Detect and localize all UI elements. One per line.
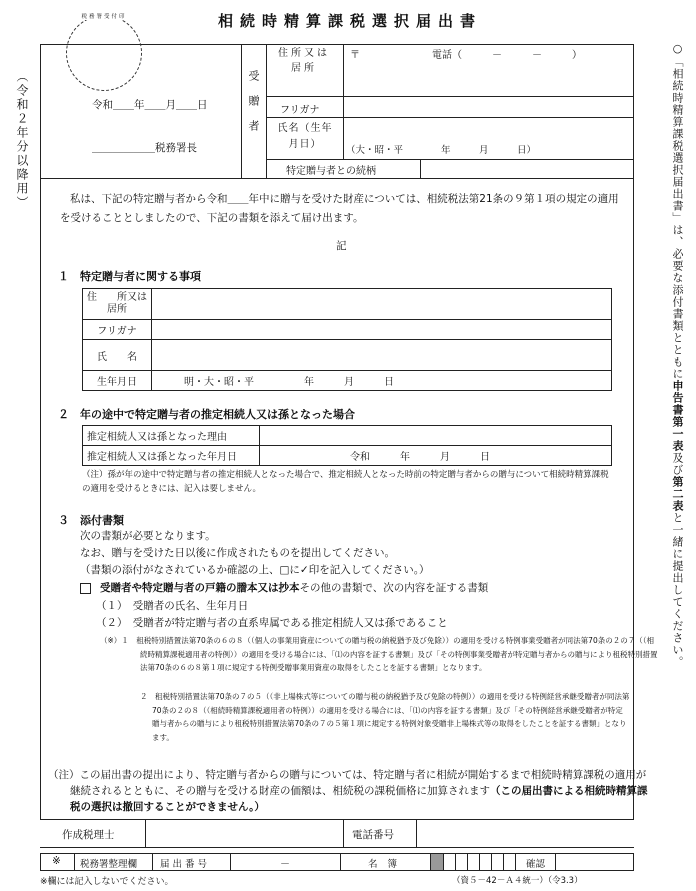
donee-furigana-label: フリガナ [280,105,320,116]
side-instruction-post: と一緒に提出してください。 [671,512,684,668]
donee-phone: 電話（ － － ） [432,50,582,61]
s1-address-field[interactable] [152,289,612,320]
ki-label: 記 [336,240,347,252]
side-instruction-pre: ○「相続時精算課税選択届出書」は、必要な添付書類とともに [671,42,684,380]
section2-note: （注）孫が年の途中で特定贈与者の推定相続人となった場合で、推定相続人となった時前の特定贈与者からの贈与について相続時精算課税の適用を受けるときには、記入は要しません。 [82,470,609,494]
s2-date-label: 推定相続人又は孫となった年月日 [83,446,260,466]
page-title: 相続時精算課税選択届出書 [217,12,482,30]
footer-note [48,767,652,815]
s1-address-label: 住 所又は居所 [83,289,152,320]
section1-table [82,288,612,391]
s2-date-value[interactable]: 令和 年 月 日 [260,446,612,466]
side-instruction-bold1: 申告書第一表 [671,380,684,452]
section3-line3: （書類の添付がなされているか確認の上、□に✓印を記入してください。） [80,564,430,576]
side-instruction-mid: 及び [671,452,684,476]
donee-name-label: 氏名（生年月日） [277,123,333,150]
s2-reason-field[interactable] [260,426,612,446]
s1-furigana-label: フリガナ [83,320,152,340]
filing-date: 令和＿＿年＿＿月＿＿日 [92,99,208,111]
phone-number-label: 電話番号 [352,829,394,841]
s1-name-label: 氏 名 [83,340,152,371]
office-use-column: 税務署整理欄 [80,859,138,870]
s2-reason-label: 推定相続人又は孫となった理由 [83,426,260,446]
attachment-item2: （２） 受贈者が特定贈与者の直系卑属である推定相続人又は孫であること [96,617,448,629]
attachment-note2: ２ 租税特別措置法第70条の７の５（（非上場株式等についての贈与税の納税猶予及び免除の特例））の適用を受ける特例経営承継受贈者が同法第70条の２の８（（相続時精算課税適用者の特例））の適用を受ける場合には、「⑴の内容を証する書類」及び「その特例経営承継受贈者が特定贈与者からの贈与により租税特別措置法第70条の７の５第１項に規定する特例対象受贈非上場株式等の取得をしたことを証する書類」となります。 [140,692,630,742]
section2-table [82,425,612,466]
section3-line2: なお、贈与を受けた日以後に作成されたものを提出してください。 [80,547,395,559]
tax-accountant-field[interactable] [147,822,341,845]
side-instruction [672,42,683,668]
attachment-checkbox[interactable] [80,583,91,594]
s1-furigana-field[interactable] [152,320,612,340]
intro-paragraph: 私は、下記の特定贈与者から令和＿＿年中に贈与を受けた財産については、相続税法第21条の９第１項の規定の適用を受けることとしましたので、下記の書類を添えて届け出ます。 [60,193,619,224]
section3-line1: 次の書類が必要となります。 [80,530,216,542]
s1-birth-value[interactable]: 明・大・昭・平 年 月 日 [152,371,612,391]
attachment-check-text-bold: 受贈者や特定贈与者の戸籍の謄本又は抄本 [100,582,300,594]
office-use-mark: ※ [52,855,61,867]
phone-number-field[interactable] [418,822,632,845]
footer-note-bold: （この届出書による相続時精算課税の選択は撤回することができません。） [70,785,648,813]
foot-left-note: ※欄には記入しないでください。 [40,877,174,887]
tax-office-name: ＿＿＿＿＿＿税務署長 [92,142,197,154]
section3-title: ３ 添付書類 [58,514,124,527]
section1-title: １ 特定贈与者に関する事項 [58,270,201,283]
attachment-check-text-rest: その他の書類で、次の内容を証する書類 [299,582,489,594]
receipt-stamp-area [66,15,142,91]
side-instruction-bold2: 第二表 [671,476,684,512]
donee-label: 受贈者 [247,70,260,145]
ledger-label: 名簿 [368,859,408,870]
section2-title: ２ 年の途中で特定贈与者の推定相続人又は孫となった場合 [58,408,355,421]
s1-birth-label: 生年月日 [83,371,152,391]
receipt-stamp-label: 税務署受付印 [74,12,134,20]
confirm-label: 確認 [526,859,546,870]
postal-mark: 〒 [350,50,360,61]
footer-note-text: （注）この届出書の提出により、特定贈与者からの贈与については、特定贈与者に相続が開始するまで相続時精算課税の適用が継続されるとともに、その贈与を受ける財産の価額は、相続税の課税価格に加算されます [48,769,647,797]
attachment-note1: （※）１ 租税特別措置法第70条の６の８（（個人の事業用資産についての贈与税の納税猶予及び免除））の適用を受ける特例事業受贈者が同法第70条の２の７（（相続時精算課税適用者の特例））の適用を受ける場合には、「⑴の内容を証する書類」及び「その特例事業受贈者が特定贈与者からの贈与により租税特別措置法第70条の６の８第１項に規定する特例受贈事業用資産の取得をしたことを証する書類」となります。 [100,636,658,672]
filing-number-label: 届出番号 [160,859,211,870]
donee-relation-label: 特定贈与者との続柄 [286,166,376,177]
ledger-shaded-cell [431,854,443,870]
tax-accountant-label: 作成税理士 [62,829,115,841]
s1-name-field[interactable] [152,340,612,371]
form-code: （資５－42－Ａ４統一）（令3.3） [452,876,583,886]
donee-address-label: 住所又は居所 [278,48,330,74]
filing-number-dash: － [280,859,290,870]
attachment-item1: （１） 受贈者の氏名、生年月日 [96,600,249,612]
side-year-label: （令和２年分以降用） [15,70,29,210]
donee-birth-value: （大・昭・平 年 月 日） [346,145,537,156]
attachment-check-text [100,580,488,595]
